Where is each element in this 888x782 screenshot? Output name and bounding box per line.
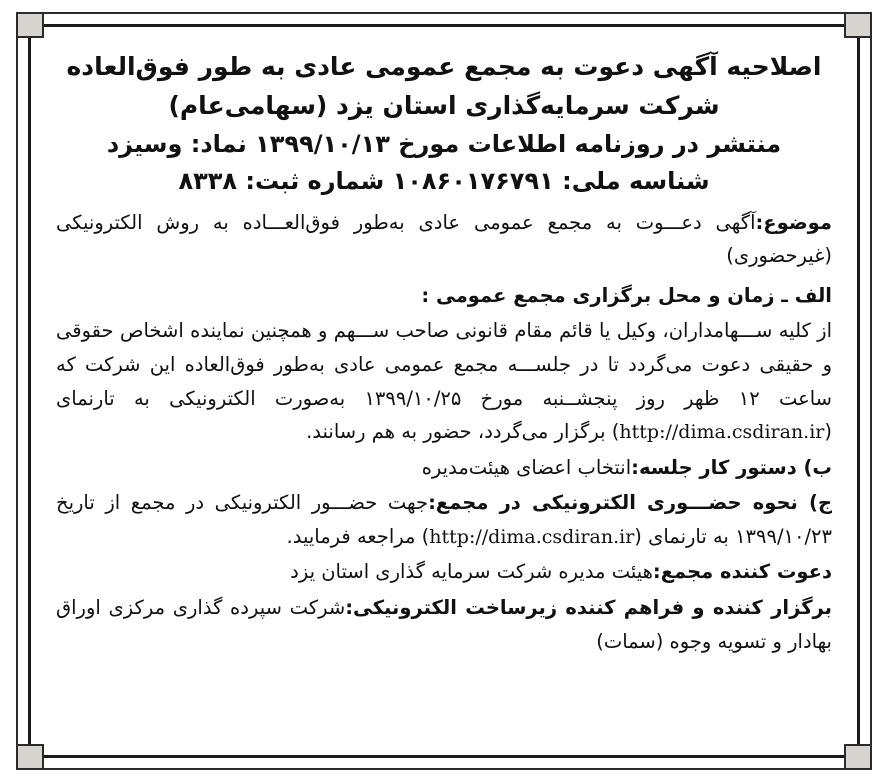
title-line-4: شناسه ملی: ۱۰۸۶۰۱۷۶۷۹۱ شماره ثبت: ۸۳۳۸ [178, 166, 710, 195]
section-c-heading: ج) نحوه حضـــوری الکترونیکی در مجمع: [428, 491, 832, 515]
attendance-portal-link[interactable]: http://dima.csdiran.ir [429, 525, 635, 548]
section-a-text: از کلیه ســـهامداران، وکیل یا قائم مقام قانونی صاحب ســـهم و همچنین نماینده اشخاص حقوقی و حقیقی دعوت می‌گردد تا در جلســـه مجمع عمومی عادی به‌طور فوق‌العاده این شرکت که ساعت ۱۲ ظهر روز پنجشــنبه مورخ ۱۳۹۹/۱۰/۲۵ به‌صورت الکترونیکی به تارنمای ( [56, 319, 833, 444]
organizer-text: شرکت سپرده گذاری مرکزی اوراق بهادار و تسویه وجوه (سمات) [56, 596, 832, 653]
section-b-heading: ب) دستور کار جلسه: [631, 455, 832, 479]
corner-ornament-bottom-left [16, 744, 44, 770]
title-line-1: اصلاحیه آگهی دعوت به مجمع عمومی عادی به طور فوق‌العاده [66, 52, 822, 81]
corner-ornament-top-right [844, 12, 872, 38]
subject-label: موضوع: [755, 210, 832, 234]
section-a-heading: الف ـ زمان و محل برگزاری مجمع عمومی : [421, 283, 832, 307]
notice-body [56, 206, 832, 658]
convener-label: دعوت کننده مجمع: [652, 560, 832, 584]
corner-ornament-top-left [16, 12, 44, 38]
section-c-text-tail: ) مراجعه فرمایید. [286, 524, 430, 548]
section-a-body [56, 314, 832, 448]
notice-title [56, 48, 832, 200]
section-a-text-tail: ) برگزار می‌گردد، حضور به هم رسانند. [306, 420, 620, 444]
convener-paragraph [56, 555, 832, 589]
section-b-text: انتخاب اعضای هیئت‌مدیره [421, 455, 632, 479]
document-content [46, 34, 842, 748]
title-line-3: منتشر در روزنامه اطلاعات مورخ ۱۳۹۹/۱۰/۱۳ نماد: وسیزد [106, 129, 782, 158]
section-c-text: جهت حضـــور الکترونیکی در مجمع از تاریخ ۱۳۹۹/۱۰/۲۳ به تارنمای ( [56, 491, 832, 548]
corner-ornament-bottom-right [844, 744, 872, 770]
meeting-portal-link[interactable]: http://dima.csdiran.ir [619, 421, 825, 444]
subject-text: آگهی دعـــوت به مجمع عمومی عادی به‌طور فوق‌العـــاده به روش الکترونیکی (غیرحضوری) [56, 210, 832, 268]
section-c-paragraph [56, 486, 832, 553]
title-line-2: شرکت سرمایه‌گذاری استان یزد (سهامی‌عام) [168, 90, 720, 120]
subject-paragraph [56, 206, 832, 273]
organizer-label: برگزار کننده و فراهم کننده زیرساخت الکترونیکی: [345, 596, 832, 619]
convener-text: هیئت مدیره شرکت سرمایه گذاری استان یزد [290, 560, 653, 584]
organizer-paragraph [56, 591, 832, 658]
section-b-paragraph [56, 451, 832, 485]
